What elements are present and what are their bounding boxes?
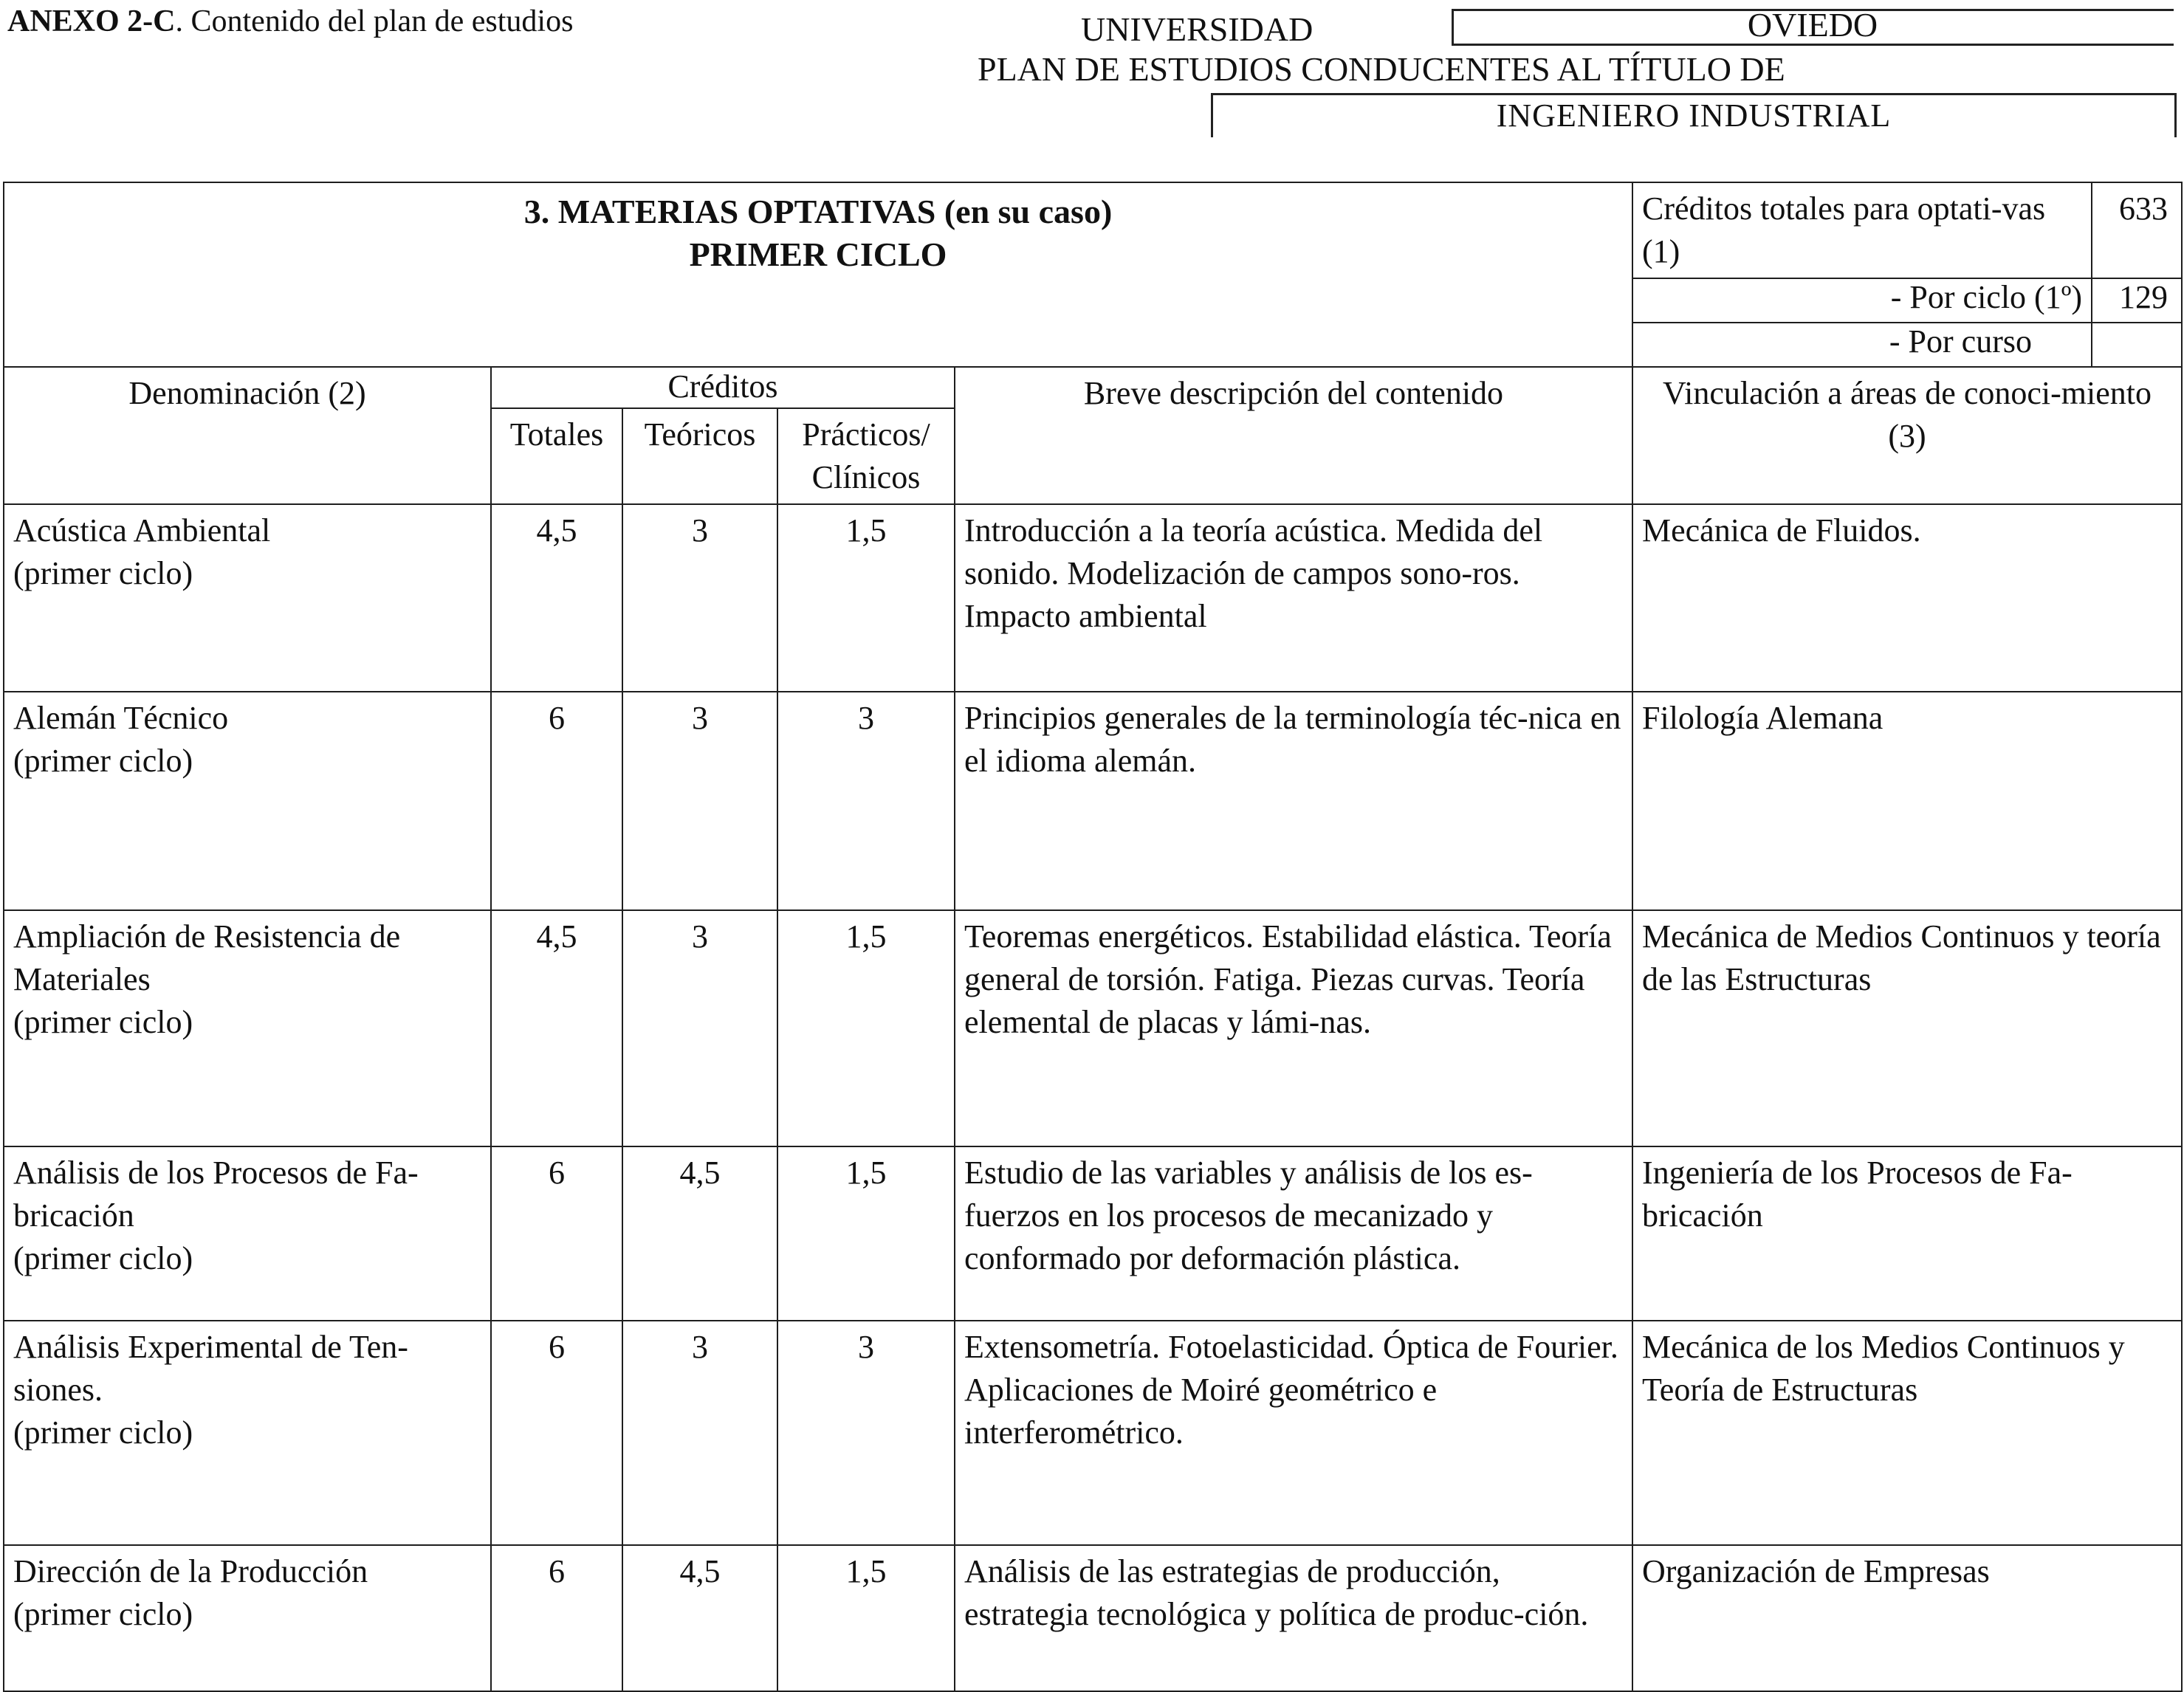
table-row xyxy=(4,504,2182,692)
subject-description: Estudio de las variables y análisis de los es-fuerzos en los procesos de mecanizado y conformado por deformación plástica. xyxy=(955,1146,1632,1321)
column-header-practical-line2: Clínicos xyxy=(811,459,921,495)
subject-name-line: (primer ciclo) xyxy=(13,1004,193,1040)
credits-practicos: 1,5 xyxy=(777,1545,955,1691)
subject-name xyxy=(4,1545,491,1691)
per-cycle-value: 129 xyxy=(2092,278,2182,323)
subject-name-line: (primer ciclo) xyxy=(13,555,193,591)
column-header-practical-line1: Prácticos/ xyxy=(802,416,930,453)
credits-practicos: 1,5 xyxy=(777,504,955,692)
credits-totales: 6 xyxy=(491,1545,622,1691)
knowledge-area: Filología Alemana xyxy=(1632,692,2182,910)
section-title-line1: 3. MATERIAS OPTATIVAS (en su caso) xyxy=(523,193,1113,230)
subject-description: Teoremas energéticos. Estabilidad elástica. Teoría general de torsión. Fatiga. Piezas curvas. Teoría elemental de placas y lámi-nas. xyxy=(955,910,1632,1146)
knowledge-area: Mecánica de Medios Continuos y teoría de las Estructuras xyxy=(1632,910,2182,1146)
subject-name-line: (primer ciclo) xyxy=(13,743,193,779)
column-header-denomination: Denominación (2) xyxy=(4,367,491,504)
section-title-line2: PRIMER CICLO xyxy=(689,235,947,273)
per-cycle-label: - Por ciclo (1º) xyxy=(1632,278,2092,323)
subject-name-line: (primer ciclo) xyxy=(13,1240,193,1276)
subject-name-line: Análisis de los Procesos de Fa- xyxy=(13,1155,419,1191)
table-row xyxy=(4,1146,2182,1321)
credits-practicos: 3 xyxy=(777,692,955,910)
column-header-description: Breve descripción del contenido xyxy=(955,367,1632,504)
column-header-theoretical: Teóricos xyxy=(622,408,777,504)
credits-total-value: 633 xyxy=(2092,182,2182,278)
subject-name-line: siones. xyxy=(13,1372,103,1408)
table-row xyxy=(4,692,2182,910)
annex-heading xyxy=(7,1,573,41)
subject-name-line: bricación xyxy=(13,1197,134,1234)
column-header-practical xyxy=(777,408,955,504)
credits-teoricos: 3 xyxy=(622,692,777,910)
university-label: UNIVERSIDAD xyxy=(1081,10,1314,48)
subject-name xyxy=(4,1321,491,1545)
annex-label: ANEXO 2-C xyxy=(7,4,176,38)
subject-name-line: Materiales xyxy=(13,961,151,997)
credits-totales: 6 xyxy=(491,692,622,910)
subject-description: Extensometría. Fotoelasticidad. Óptica de Fourier. Aplicaciones de Moiré geométrico e interferométrico. xyxy=(955,1321,1632,1545)
annex-description: . Contenido del plan de estudios xyxy=(175,4,574,38)
credits-teoricos: 4,5 xyxy=(622,1146,777,1321)
credits-totales: 6 xyxy=(491,1321,622,1545)
credits-teoricos: 3 xyxy=(622,504,777,692)
subject-name xyxy=(4,692,491,910)
subject-name-line: (primer ciclo) xyxy=(13,1596,193,1632)
per-course-value xyxy=(2092,323,2182,367)
university-value: OVIEDO xyxy=(1747,6,1878,44)
subject-name xyxy=(4,910,491,1146)
subject-description: Introducción a la teoría acústica. Medida del sonido. Modelización de campos sono-ros. Impacto ambiental xyxy=(955,504,1632,692)
knowledge-area: Mecánica de Fluidos. xyxy=(1632,504,2182,692)
per-course-label: - Por curso xyxy=(1632,323,2092,367)
subject-name-line: Acústica Ambiental xyxy=(13,512,271,548)
column-header-credits: Créditos xyxy=(491,367,955,408)
subject-name-line: Ampliación de Resistencia de xyxy=(13,918,401,955)
credits-total-label: Créditos totales para optati-vas (1) xyxy=(1632,182,2092,278)
table-row xyxy=(4,910,2182,1146)
column-header-totals: Totales xyxy=(491,408,622,504)
subject-name-line: (primer ciclo) xyxy=(13,1414,193,1451)
optional-subjects-table xyxy=(3,182,2183,1692)
subject-name-line: Alemán Técnico xyxy=(13,700,229,736)
table-row xyxy=(4,1545,2182,1691)
credits-practicos: 1,5 xyxy=(777,910,955,1146)
knowledge-area: Mecánica de los Medios Continuos y Teoría de Estructuras xyxy=(1632,1321,2182,1545)
subject-name-line: Dirección de la Producción xyxy=(13,1553,368,1589)
section-title xyxy=(4,182,1632,367)
plan-title: PLAN DE ESTUDIOS CONDUCENTES AL TÍTULO DE xyxy=(978,50,1785,88)
subject-description: Principios generales de la terminología téc-nica en el idioma alemán. xyxy=(955,692,1632,910)
credits-totales: 4,5 xyxy=(491,504,622,692)
credits-teoricos: 3 xyxy=(622,910,777,1146)
credits-totales: 6 xyxy=(491,1146,622,1321)
credits-totales: 4,5 xyxy=(491,910,622,1146)
subject-name xyxy=(4,504,491,692)
credits-practicos: 1,5 xyxy=(777,1146,955,1321)
degree-value: INGENIERO INDUSTRIAL xyxy=(1496,97,1892,134)
credits-teoricos: 3 xyxy=(622,1321,777,1545)
column-header-areas: Vinculación a áreas de conoci-miento (3) xyxy=(1632,367,2182,504)
knowledge-area: Ingeniería de los Procesos de Fa-bricación xyxy=(1632,1146,2182,1321)
credits-teoricos: 4,5 xyxy=(622,1545,777,1691)
subject-name-line: Análisis Experimental de Ten- xyxy=(13,1329,408,1365)
subject-description: Análisis de las estrategias de producción, estrategia tecnológica y política de produc-ción. xyxy=(955,1545,1632,1691)
table-row xyxy=(4,1321,2182,1545)
credits-practicos: 3 xyxy=(777,1321,955,1545)
subject-name xyxy=(4,1146,491,1321)
knowledge-area: Organización de Empresas xyxy=(1632,1545,2182,1691)
